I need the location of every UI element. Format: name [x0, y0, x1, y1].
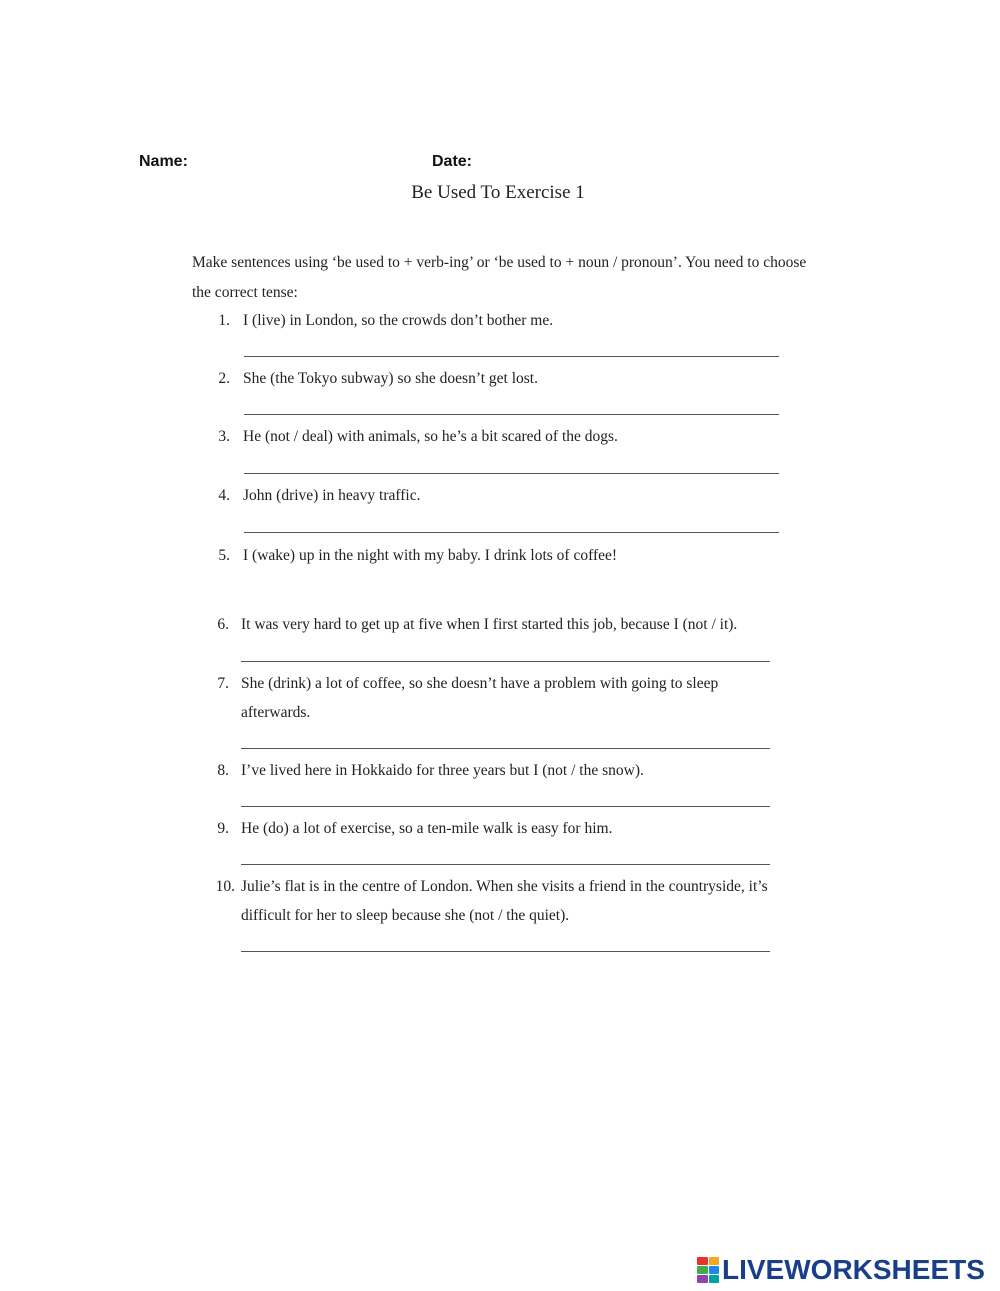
item-number: 10. [215, 878, 235, 895]
logo-block [709, 1266, 720, 1274]
item-text: He (do) a lot of exercise, so a ten-mile walk is easy for him. [241, 820, 613, 837]
item-text: She (drink) a lot of coffee, so she doesn’t have a problem with going to sleep afterwards. [241, 675, 719, 721]
item-number: 2. [218, 370, 230, 387]
answer-line-2[interactable] [244, 414, 779, 415]
answer-line-1[interactable] [244, 356, 779, 357]
name-label: Name: [139, 153, 188, 170]
instructions: Make sentences using ‘be used to + verb-ing’ or ‘be used to + noun / pronoun’. You need to choose the correct tense: [192, 254, 807, 301]
logo-block [709, 1257, 720, 1265]
item-number: 8. [217, 762, 229, 779]
answer-line-8[interactable] [241, 806, 770, 807]
item-text: Julie’s flat is in the centre of London. When she visits a friend in the countryside, it’s difficult for her to sleep because she (not / the quiet). [241, 878, 768, 924]
answer-line-6[interactable] [241, 661, 770, 662]
worksheet-title: Be Used To Exercise 1 [411, 182, 585, 203]
logo-block [697, 1257, 708, 1265]
item-text: I (live) in London, so the crowds don’t bother me. [243, 312, 554, 329]
item-text: She (the Tokyo subway) so she doesn’t get lost. [243, 370, 538, 387]
item-text: I (wake) up in the night with my baby. I drink lots of coffee! [243, 547, 618, 564]
item-text: I’ve lived here in Hokkaido for three years but I (not / the snow). [241, 762, 644, 779]
item-number: 3. [218, 428, 230, 445]
logo-block [709, 1275, 720, 1283]
item-text: John (drive) in heavy traffic. [243, 487, 421, 504]
logo-text: LIVEWORKSHEETS [722, 1254, 985, 1285]
item-number: 7. [217, 675, 229, 692]
item-number: 5. [218, 547, 230, 564]
liveworksheets-logo [697, 1253, 985, 1287]
answer-line-7[interactable] [241, 748, 770, 749]
logo-blocks-icon [697, 1257, 719, 1283]
item-number: 9. [217, 820, 229, 837]
logo-block [697, 1266, 708, 1274]
item-number: 1. [218, 312, 230, 329]
item-text: He (not / deal) with animals, so he’s a bit scared of the dogs. [243, 428, 618, 445]
answer-line-4[interactable] [244, 532, 779, 533]
item-text: It was very hard to get up at five when I first started this job, because I (not / it). [241, 616, 738, 633]
logo-block [697, 1275, 708, 1283]
answer-line-9[interactable] [241, 864, 770, 865]
item-number: 6. [217, 616, 229, 633]
answer-line-10[interactable] [241, 951, 770, 952]
date-label: Date: [432, 153, 473, 170]
answer-line-3[interactable] [244, 473, 779, 474]
item-number: 4. [218, 487, 230, 504]
